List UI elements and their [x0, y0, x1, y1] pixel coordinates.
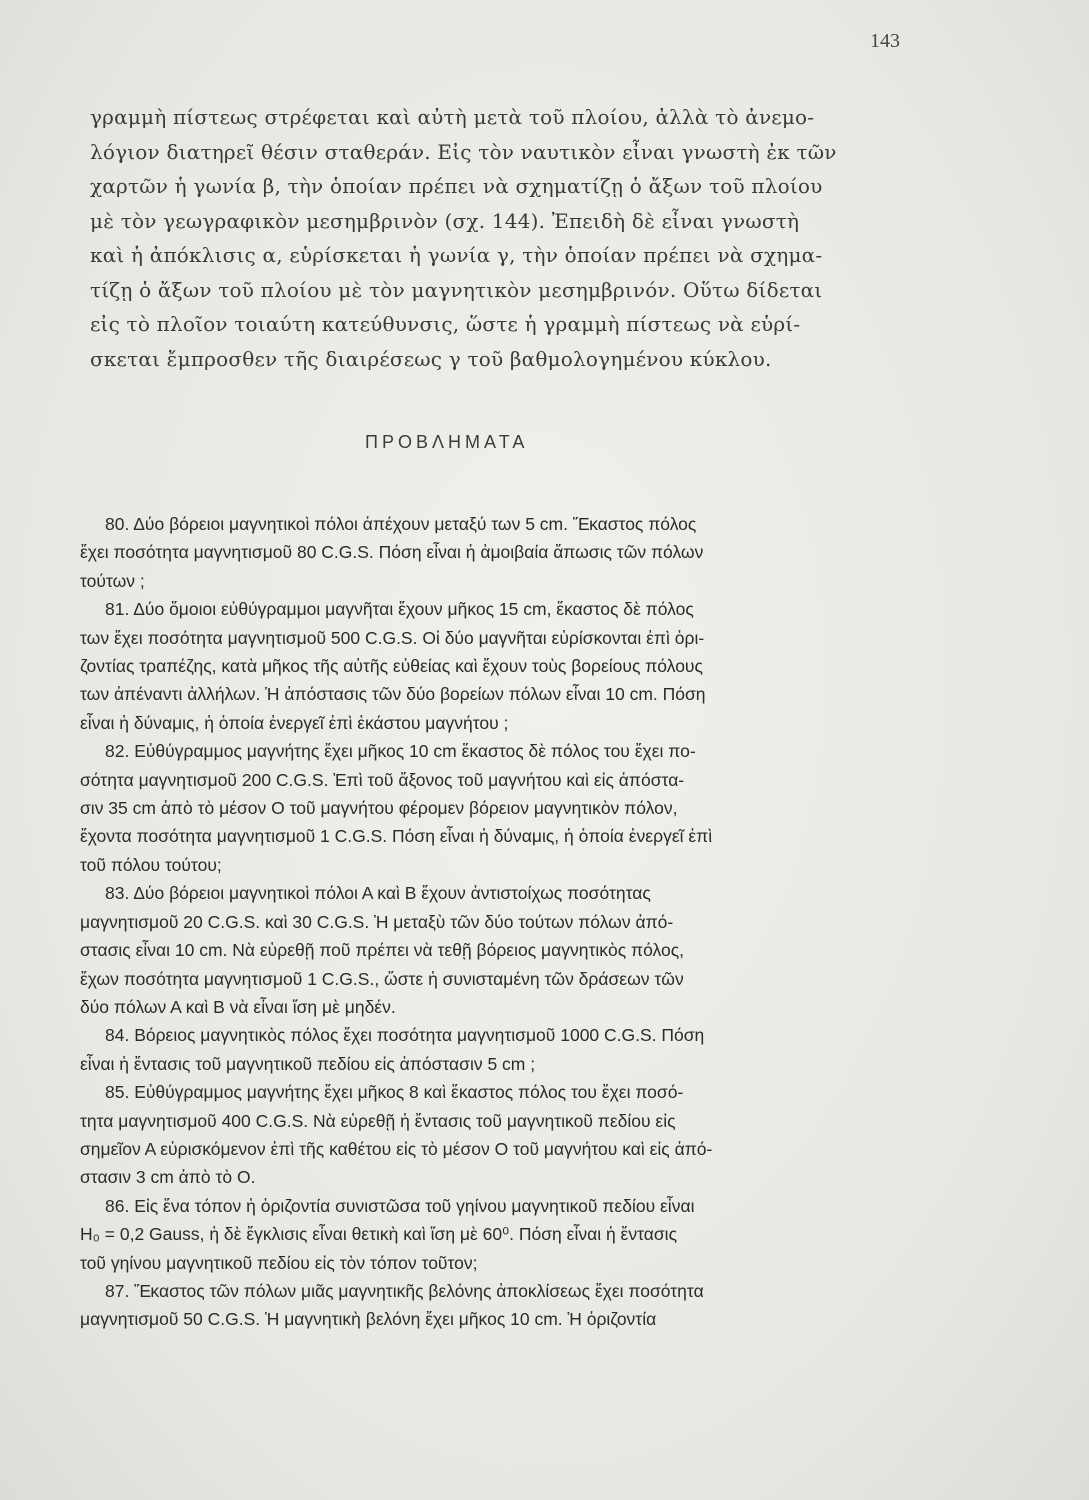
problem-line: τητα μαγνητισμοῦ 400 C.G.S. Νὰ εὑρεθῇ ἡ ἔντασις τοῦ μαγνητικοῦ πεδίου εἰς: [80, 1110, 676, 1131]
problem-line: 82. Εὐθύγραμμος μαγνήτης ἔχει μῆκος 10 cm ἕκαστος δὲ πόλος του ἔχει πο-: [105, 741, 696, 762]
problem-line: μαγνητισμοῦ 20 C.G.S. καὶ 30 C.G.S. Ἡ μεταξὺ τῶν δύο τούτων πόλων ἀπό-: [80, 911, 674, 932]
problems-list: [80, 510, 940, 1334]
text-line: λόγιον διατηρεῖ θέσιν σταθεράν. Εἰς τὸν ναυτικὸν εἶναι γνωστὴ ἐκ τῶν: [90, 139, 837, 164]
problem-line: σότητα μαγνητισμοῦ 200 C.G.S. Ἐπὶ τοῦ ἄξονος τοῦ μαγνήτου καὶ εἰς ἀπόστα-: [80, 769, 685, 790]
problem-line: 80. Δύο βόρειοι μαγνητικοὶ πόλοι ἀπέχουν μεταξύ των 5 cm. Ἕκαστος πόλος: [105, 514, 697, 534]
problem-line: H₀ = 0,2 Gauss, ἡ δὲ ἔγκλισις εἶναι θετικὴ καὶ ἴση μὲ 60⁰. Πόση εἶναι ἡ ἔντασις: [80, 1224, 678, 1245]
problem-line: των ἀπέναντι ἀλλήλων. Ἡ ἀπόστασις τῶν δύο βορείων πόλων εἶναι 10 cm. Πόση: [80, 684, 706, 705]
section-heading: ΠΡΟΒΛΗΜΑΤΑ: [365, 432, 529, 452]
problem-line: 83. Δύο βόρειοι μαγνητικοὶ πόλοι Α καὶ Β ἔχουν ἀντιστοίχως ποσότητας: [105, 883, 651, 904]
text-line: σκεται ἔμπροσθεν τῆς διαιρέσεως γ τοῦ βαθμολογημένου κύκλου.: [90, 346, 772, 371]
problem-line: τούτων ;: [80, 570, 145, 591]
problem-line: τοῦ γηίνου μαγνητικοῦ πεδίου εἰς τὸν τόπον τοῦτον;: [80, 1252, 478, 1273]
problem-line: ζοντίας τραπέζης, κατὰ μῆκος τῆς αὐτῆς εὐθείας καὶ ἔχουν τοὺς βορείους πόλους: [80, 656, 703, 677]
problem-line: ἔχων ποσότητα μαγνητισμοῦ 1 C.G.S., ὥστε ἡ συνισταμένη τῶν δράσεων τῶν: [80, 968, 684, 989]
problem-line: μαγνητισμοῦ 50 C.G.S. Ἡ μαγνητικὴ βελόνη ἔχει μῆκος 10 cm. Ἡ ὁριζοντία: [80, 1309, 657, 1330]
problem-line: στασιν 3 cm ἀπὸ τὸ Ο.: [80, 1167, 256, 1188]
problem-line: ἔχοντα ποσότητα μαγνητισμοῦ 1 C.G.S. Πόση εἶναι ἡ δύναμις, ἡ ὁποία ἐνεργεῖ ἐπὶ: [80, 826, 713, 847]
page-number: 143: [870, 30, 900, 52]
problem-line: ἔχει ποσότητα μαγνητισμοῦ 80 C.G.S. Πόση εἶναι ἡ ἀμοιβαία ἄπωσις τῶν πόλων: [80, 542, 704, 563]
problem-line: εἶναι ἡ δύναμις, ἡ ὁποία ἐνεργεῖ ἐπὶ ἑκάστου μαγνήτου ;: [80, 712, 509, 733]
text-line: μὲ τὸν γεωγραφικὸν μεσημβρινὸν (σχ. 144). Ἐπειδὴ δὲ εἶναι γνωστὴ: [90, 208, 800, 233]
problem-line: 84. Βόρειος μαγνητικὸς πόλος ἔχει ποσότητα μαγνητισμοῦ 1000 C.G.S. Πόση: [105, 1025, 705, 1046]
problem-line: 81. Δύο ὅμοιοι εὐθύγραμμοι μαγνῆται ἔχουν μῆκος 15 cm, ἕκαστος δὲ πόλος: [105, 599, 694, 620]
problem-line: τοῦ πόλου τούτου;: [80, 854, 222, 875]
problem-line: σιν 35 cm ἀπὸ τὸ μέσον Ο τοῦ μαγνήτου φέρομεν βόρειον μαγνητικὸν πόλον,: [80, 798, 678, 819]
problem-line: των ἔχει ποσότητα μαγνητισμοῦ 500 C.G.S. Οἱ δύο μαγνῆται εὑρίσκονται ἐπὶ ὁρι-: [80, 627, 705, 648]
intro-paragraph: [90, 100, 930, 376]
problem-line: 87. Ἕκαστος τῶν πόλων μιᾶς μαγνητικῆς βελόνης ἀποκλίσεως ἔχει ποσότητα: [105, 1280, 704, 1301]
problem-line: 86. Εἰς ἕνα τόπον ἡ ὁριζοντία συνιστῶσα τοῦ γηίνου μαγνητικοῦ πεδίου εἶναι: [105, 1195, 695, 1216]
problem-line: 85. Εὐθύγραμμος μαγνήτης ἔχει μῆκος 8 καὶ ἕκαστος πόλος του ἔχει ποσό-: [105, 1082, 684, 1103]
text-line: γραμμὴ πίστεως στρέφεται καὶ αὐτὴ μετὰ τοῦ πλοίου, ἀλλὰ τὸ ἀνεμο-: [90, 105, 815, 129]
text-line: χαρτῶν ἡ γωνία β, τὴν ὁποίαν πρέπει νὰ σχηματίζῃ ὁ ἄξων τοῦ πλοίου: [90, 174, 823, 198]
problem-line: δύο πόλων Α καὶ Β νὰ εἶναι ἴση μὲ μηδέν.: [80, 996, 396, 1017]
text-line: εἰς τὸ πλοῖον τοιαύτη κατεύθυνσις, ὥστε ἡ γραμμὴ πίστεως νὰ εὑρί-: [90, 312, 801, 336]
problem-line: στασις εἶναι 10 cm. Νὰ εὑρεθῇ ποῦ πρέπει νὰ τεθῇ βόρειος μαγνητικὸς πόλος,: [80, 940, 685, 961]
problem-line: εἶναι ἡ ἔντασις τοῦ μαγνητικοῦ πεδίου εἰς ἀπόστασιν 5 cm ;: [80, 1053, 536, 1074]
problem-line: σημεῖον Α εὑρισκόμενον ἐπὶ τῆς καθέτου εἰς τὸ μέσον Ο τοῦ μαγνήτου καὶ εἰς ἀπό-: [80, 1138, 713, 1159]
text-line: τίζῃ ὁ ἄξων τοῦ πλοίου μὲ τὸν μαγνητικὸν μεσημβρινόν. Οὕτω δίδεται: [90, 277, 823, 302]
text-line: καὶ ἡ ἀπόκλισις α, εὑρίσκεται ἡ γωνία γ, τὴν ὁποίαν πρέπει νὰ σχημα-: [90, 243, 823, 267]
